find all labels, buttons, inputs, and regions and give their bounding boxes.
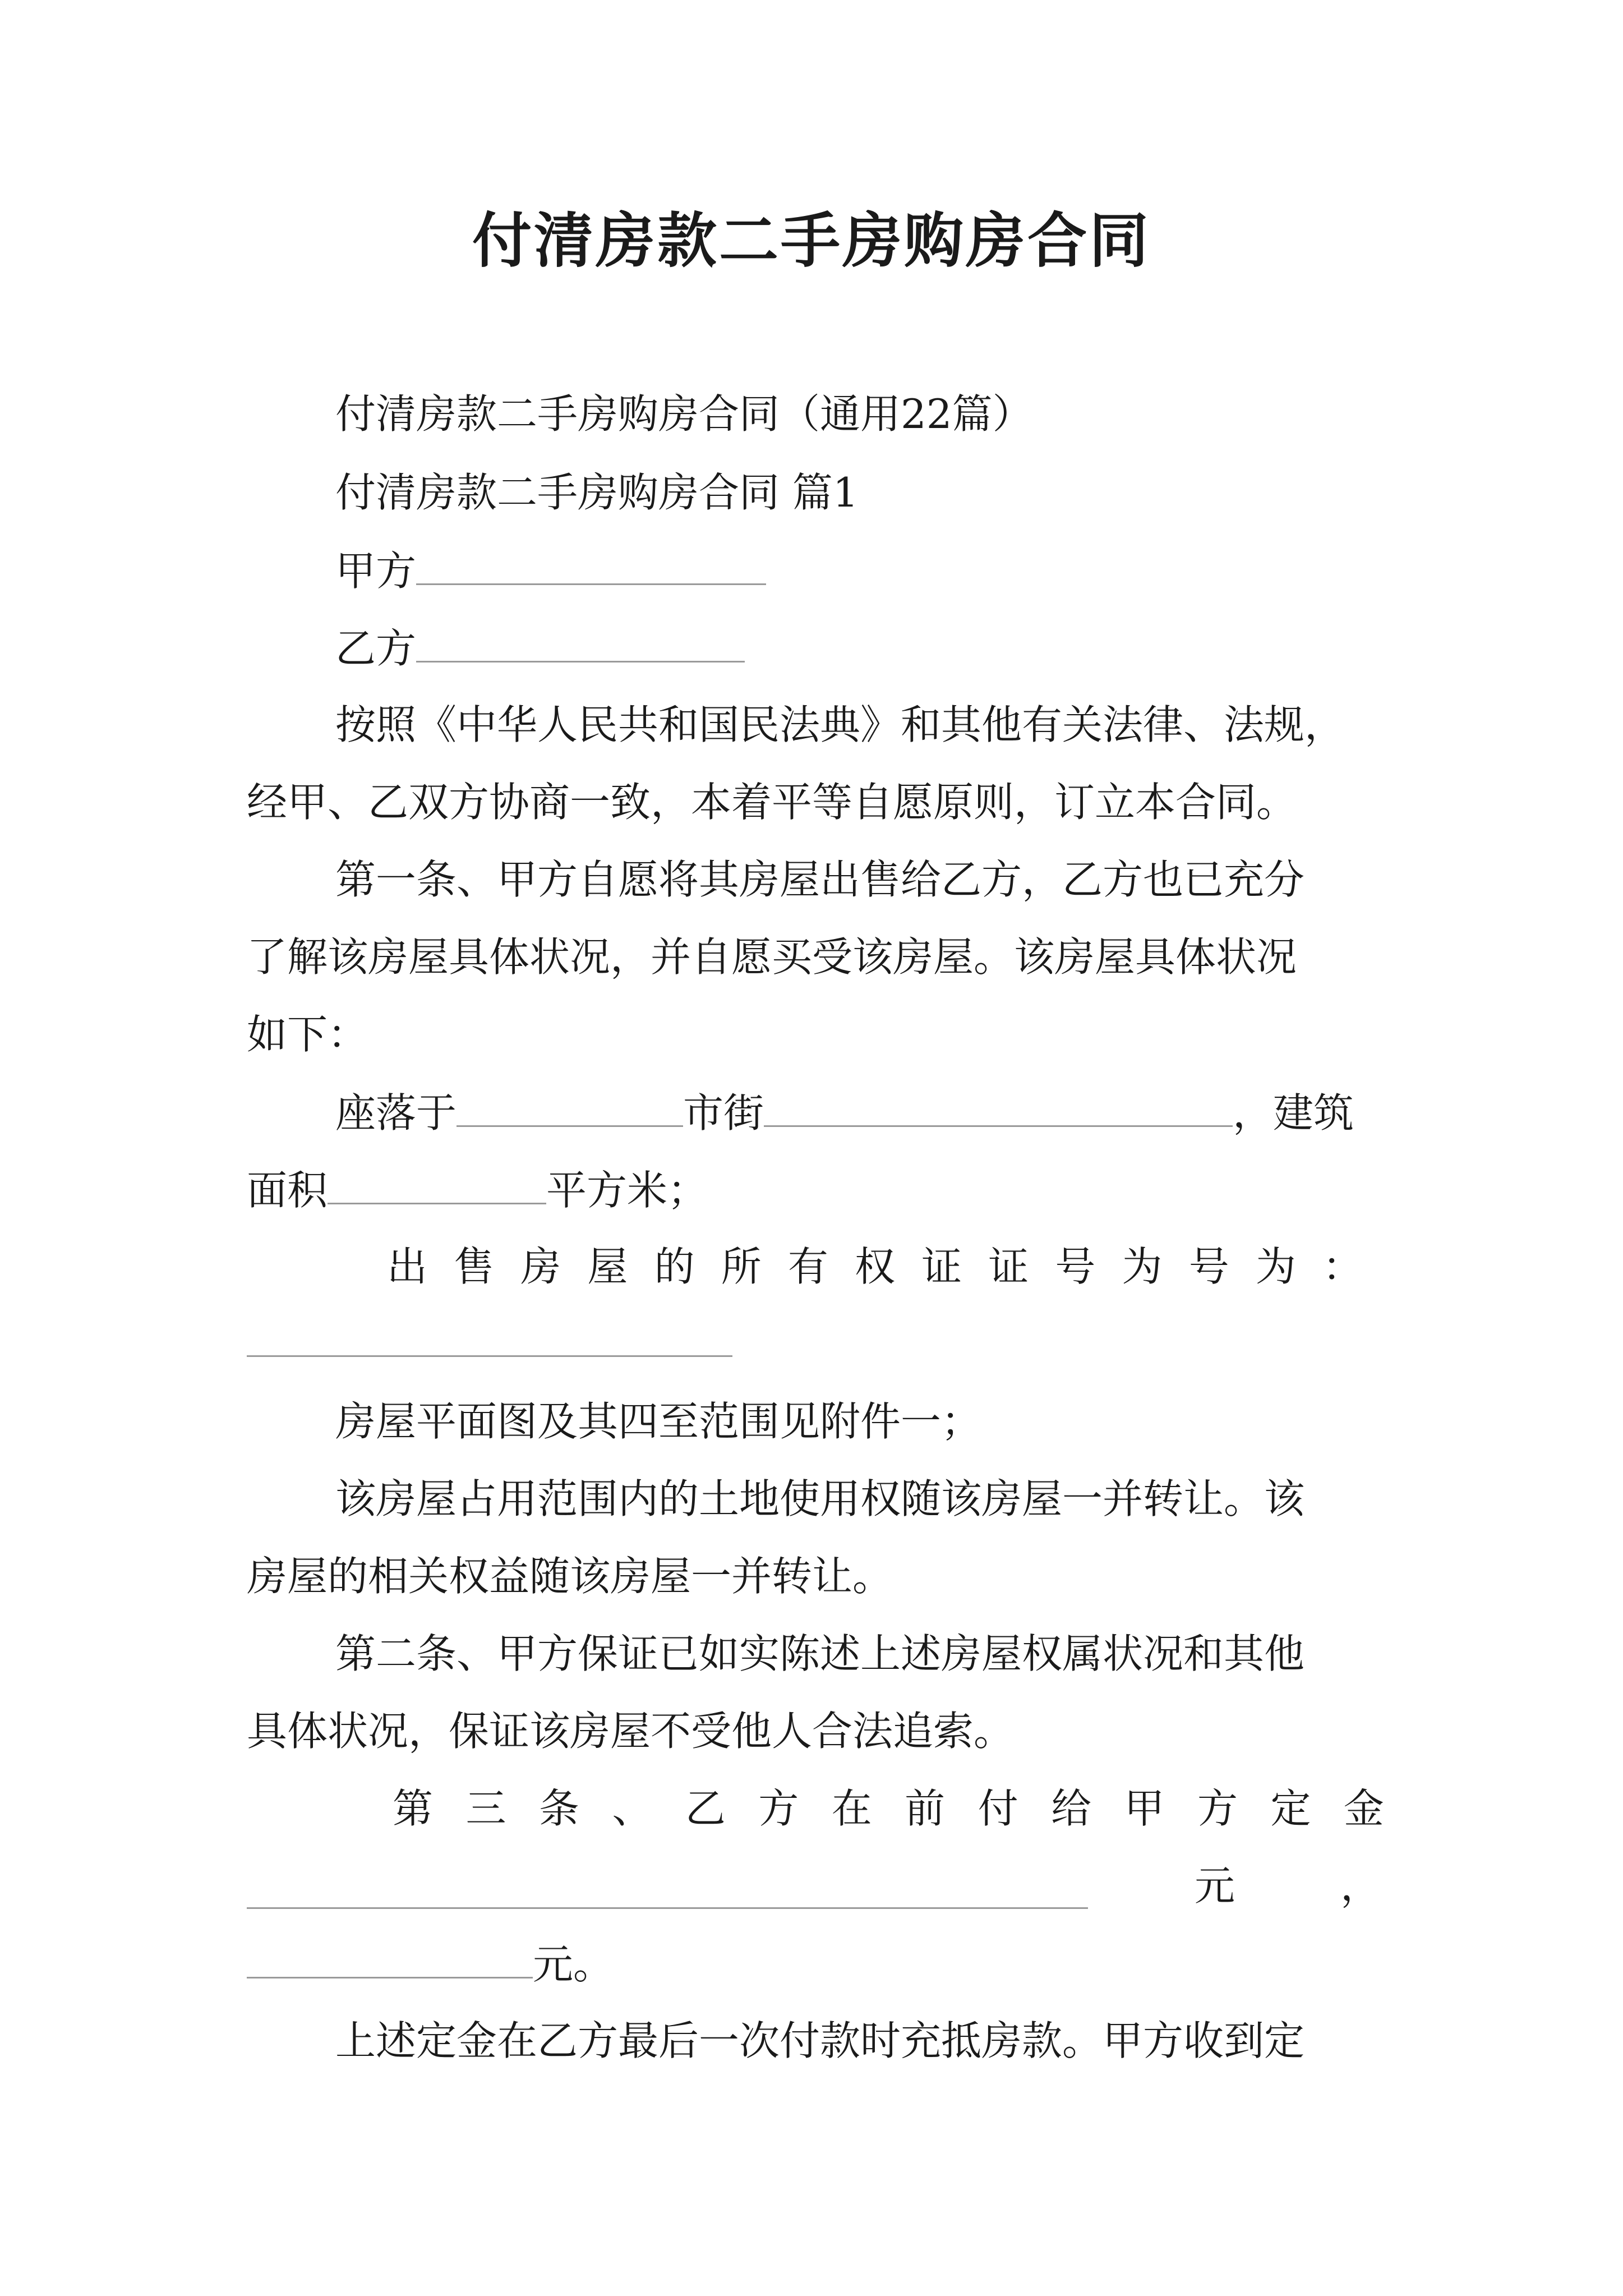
land-line-1: 该房屋占用范围内的土地使用权随该房屋一并转让。该 xyxy=(335,1475,1305,1522)
deposit-comma: ， xyxy=(1340,1862,1381,1910)
section-heading: 付清房款二手房购房合同 篇1 xyxy=(335,469,859,516)
party-b-label: 乙方 xyxy=(335,625,417,672)
location-prefix: 座落于 xyxy=(335,1089,457,1137)
party-a-blank xyxy=(416,543,766,585)
party-b-blank xyxy=(416,620,745,662)
certificate-char: 屋 xyxy=(587,1243,628,1290)
certificate-char: 房 xyxy=(520,1243,561,1290)
article2-line-1: 第二条、甲方保证已如实陈述上述房屋权属状况和其他 xyxy=(335,1630,1305,1677)
location-street-blank xyxy=(764,1085,1233,1127)
floorplan-line: 房屋平面图及其四至范围见附件一； xyxy=(335,1398,982,1445)
certificate-char: 售 xyxy=(454,1243,495,1290)
location-city-blank xyxy=(457,1085,683,1127)
land-line-2: 房屋的相关权益随该房屋一并转让。 xyxy=(247,1553,893,1600)
location-line xyxy=(335,1085,1354,1140)
article3-char: 金 xyxy=(1343,1785,1384,1832)
article3-char: 前 xyxy=(905,1785,946,1832)
document-title: 付清房款二手房购房合同 xyxy=(472,206,1151,275)
certificate-char: 为 xyxy=(1255,1243,1296,1290)
document-subtitle: 付清房款二手房购房合同（通用22篇） xyxy=(335,390,1033,438)
article3-char: 在 xyxy=(831,1785,872,1832)
certificate-char: 号 xyxy=(1188,1243,1229,1290)
deposit-amount-line-2 xyxy=(247,1936,614,1991)
certificate-char: 为 xyxy=(1122,1243,1163,1290)
area-suffix: 平方米； xyxy=(546,1167,708,1214)
article2-line-2: 具体状况，保证该房屋不受他人合法追索。 xyxy=(247,1708,1015,1755)
article3-line-1 xyxy=(393,1782,1384,1835)
article3-char: 定 xyxy=(1270,1785,1311,1832)
certificate-line xyxy=(387,1240,1363,1294)
article3-char: 甲 xyxy=(1124,1785,1165,1832)
area-line xyxy=(247,1162,708,1217)
certificate-char: 所 xyxy=(721,1243,762,1290)
certificate-char: 有 xyxy=(787,1243,828,1290)
intro-line-1: 按照《中华人民共和国民法典》和其他有关法律、法规， xyxy=(335,701,1345,748)
deposit-amount-blank xyxy=(247,1907,1088,1909)
certificate-char: 证 xyxy=(921,1243,962,1290)
certificate-char: 证 xyxy=(988,1243,1029,1290)
party-b-line xyxy=(335,620,745,675)
certificate-blank xyxy=(247,1355,732,1357)
deposit-yuan-end: 元。 xyxy=(533,1941,614,1988)
article3-char: 条 xyxy=(538,1785,579,1832)
article3-char: 第 xyxy=(393,1785,434,1832)
location-suffix: ，建筑 xyxy=(1233,1089,1354,1137)
article1-line-3: 如下： xyxy=(247,1011,368,1058)
article3-char: 乙 xyxy=(685,1785,726,1832)
article3-char: 给 xyxy=(1051,1785,1092,1832)
certificate-char: 的 xyxy=(654,1243,695,1290)
area-blank xyxy=(328,1162,546,1204)
party-a-label: 甲方 xyxy=(335,547,417,595)
deposit-yuan: 元 xyxy=(1195,1862,1235,1910)
certificate-char: 出 xyxy=(387,1243,428,1290)
location-mid: 市街 xyxy=(683,1089,764,1137)
party-a-line xyxy=(335,543,766,598)
deposit-amount-blank-2 xyxy=(247,1936,533,1978)
article3-char: 付 xyxy=(978,1785,1018,1832)
area-prefix: 面积 xyxy=(247,1167,328,1214)
article3-char: 方 xyxy=(758,1785,799,1832)
article3-char: 、 xyxy=(612,1785,653,1832)
article1-line-1: 第一条、甲方自愿将其房屋出售给乙方，乙方也已充分 xyxy=(335,856,1305,903)
intro-line-2: 经甲、乙双方协商一致，本着平等自愿原则，订立本合同。 xyxy=(247,779,1297,826)
article3-char: 三 xyxy=(465,1785,506,1832)
certificate-char: ： xyxy=(1322,1243,1363,1290)
certificate-char: 权 xyxy=(854,1243,895,1290)
article1-line-2: 了解该房屋具体状况，并自愿买受该房屋。该房屋具体状况 xyxy=(247,933,1297,981)
deposit-offset-line: 上述定金在乙方最后一次付款时充抵房款。甲方收到定 xyxy=(335,2017,1305,2064)
article3-char: 方 xyxy=(1197,1785,1238,1832)
certificate-char: 号 xyxy=(1055,1243,1096,1290)
